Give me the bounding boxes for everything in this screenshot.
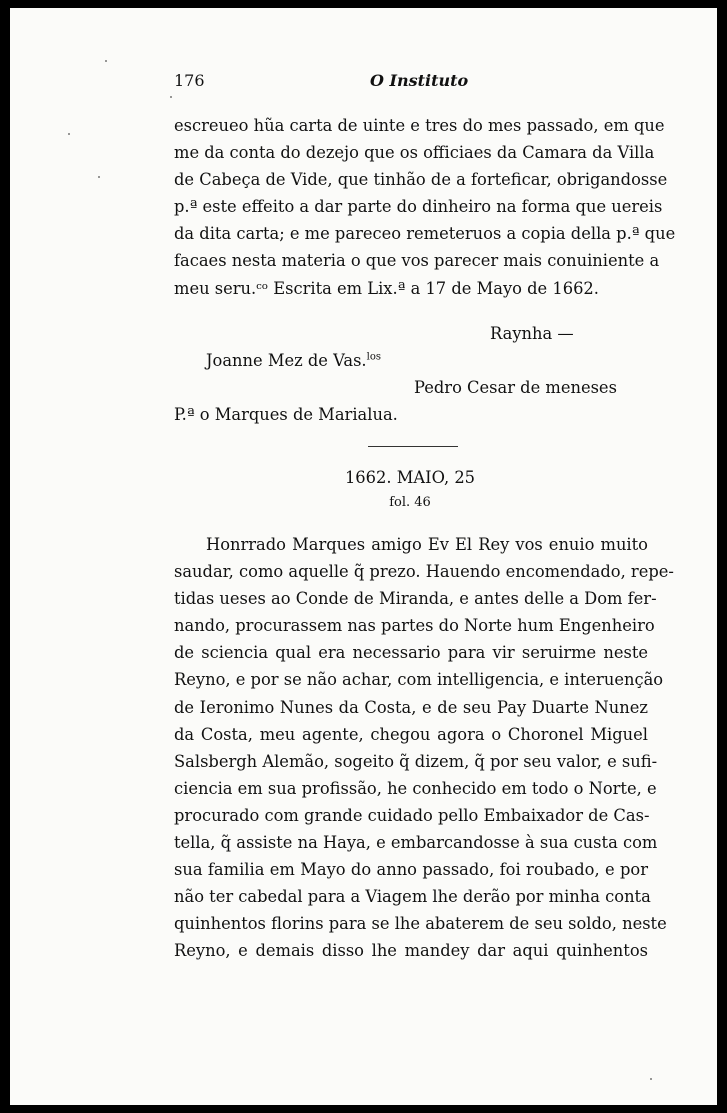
text-line: Honrrado Marques amigo Ev El Rey vos enuio muito bbox=[206, 535, 648, 554]
text-line: escreueo hũa carta de uinte e tres do mes passado, em que bbox=[174, 116, 665, 135]
text-line: ciencia em sua profissão, he conhecido em todo o Norte, e bbox=[174, 778, 657, 798]
secretary-name: Joanne Mez de Vas. bbox=[206, 351, 367, 370]
text-line: me da conta do dezejo que os officiaes da Camara da Villa bbox=[174, 143, 655, 163]
entry-date: 1662. MAIO, 25 bbox=[344, 468, 476, 487]
text-line: Reyno, e demais disso lhe mandey dar aqui quinhentos bbox=[174, 941, 648, 961]
text-line: Reyno, e por se não achar, com intelligencia, e interuenção bbox=[174, 670, 664, 690]
text-line: não ter cabedal para a Viagem lhe derão por minha conta bbox=[174, 887, 651, 907]
text-line: p.ª este effeito a dar parte do dinheiro na forma que uereis bbox=[174, 197, 663, 217]
addressee: P.ª o Marques de Marialua. bbox=[174, 405, 398, 424]
text-line: de Cabeça de Vide, que tinhão de a forteficar, obrigandosse bbox=[174, 170, 668, 190]
text-line: quinhentos florins para se lhe abaterem de seu soldo, neste bbox=[174, 914, 667, 934]
page-header bbox=[10, 71, 717, 101]
section-divider bbox=[368, 446, 458, 447]
paper-speck bbox=[170, 96, 172, 98]
text-line: nando, procurassem nas partes do Norte hum Engenheiro bbox=[174, 616, 655, 636]
text-line: saudar, como aquelle q̃ prezo. Hauendo encomendado, repe- bbox=[174, 562, 674, 582]
running-title: O Instituto bbox=[370, 71, 469, 90]
letter-body bbox=[174, 112, 676, 302]
text-line: tidas ueses ao Conde de Miranda, e antes delle a Dom fer- bbox=[174, 589, 657, 609]
text-line: de Ieronimo Nunes da Costa, e de seu Pay Duarte Nunez bbox=[174, 697, 648, 717]
text-line: procurado com grande cuidado pello Embaixador de Cas- bbox=[174, 805, 650, 825]
paper-speck bbox=[105, 60, 107, 62]
book-page bbox=[10, 8, 717, 1105]
text-line: de sciencia qual era necessario para vir seruirme neste bbox=[174, 643, 648, 663]
signatory-name: Pedro Cesar de meneses bbox=[414, 378, 617, 397]
secretary-signature bbox=[206, 351, 381, 370]
secretary-superscript: los bbox=[366, 351, 381, 363]
text-line: Salsbergh Alemão, sogeito q̃ dizem, q̃ por seu valor, e sufi- bbox=[174, 751, 658, 771]
paper-speck bbox=[68, 133, 70, 135]
entry-body bbox=[174, 531, 674, 965]
text-line: tella, q̃ assiste na Haya, e embarcandosse à sua custa com bbox=[174, 833, 658, 853]
text-line: meu seru.ᶜᵒ Escrita em Lix.ª a 17 de Mayo de 1662. bbox=[174, 278, 599, 298]
paper-speck bbox=[650, 1078, 652, 1080]
text-line: sua familia em Mayo do anno passado, foi roubado, e por bbox=[174, 860, 648, 880]
page-number: 176 bbox=[174, 71, 205, 90]
entry-folio: fol. 46 bbox=[389, 495, 431, 510]
text-line: facaes nesta materia o que vos parecer mais conuiniente a bbox=[174, 251, 660, 271]
paper-speck bbox=[98, 176, 100, 178]
text-line: da Costa, meu agente, chegou agora o Choronel Miguel bbox=[174, 724, 648, 744]
text-line: da dita carta; e me pareceo remeteruos a copia della p.ª que bbox=[174, 224, 676, 244]
signature-raynha: Raynha — bbox=[490, 324, 574, 343]
